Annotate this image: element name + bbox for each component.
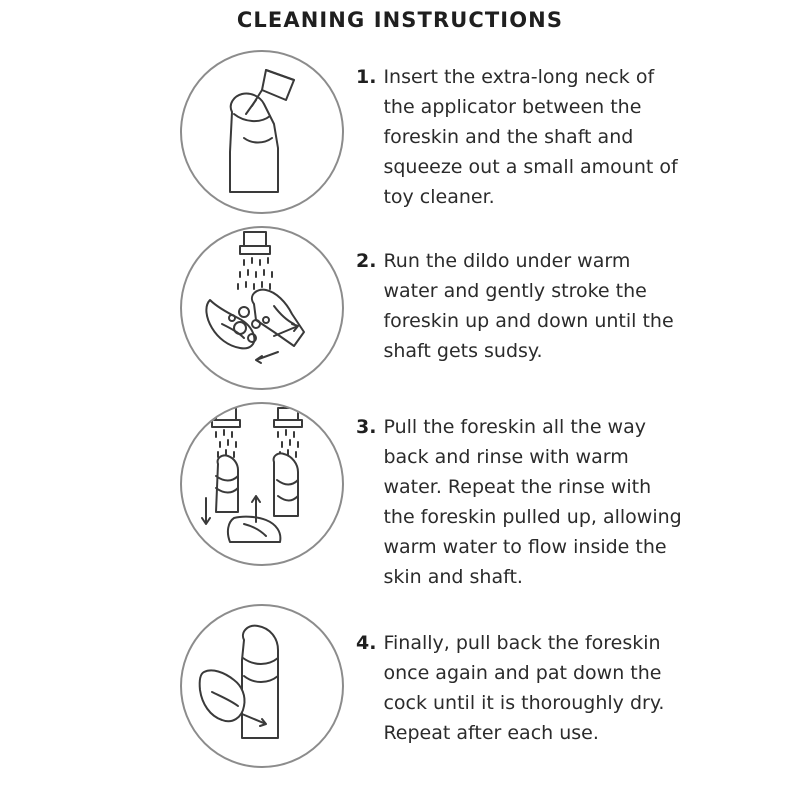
step-1-text: Insert the extra-long neck of the applicator between the foreskin and the shaft and squeeze out a small amount of toy cleaner. (383, 66, 678, 208)
step-2-illustration-wrap (0, 226, 352, 390)
step-4-illustration-wrap (0, 604, 352, 768)
pat-dry-icon (182, 606, 338, 762)
step-4-text: Finally, pull back the foreskin once again and pat down the cock until it is thoroughly dry. Repeat after each use. (383, 632, 665, 744)
step-3-illustration-circle (180, 402, 344, 566)
step-2-text-col (352, 226, 800, 366)
step-4-illustration-circle (180, 604, 344, 768)
step-1-illustration-circle (180, 50, 344, 214)
step-1-illustration-wrap (0, 50, 352, 214)
step-1-text-col (352, 50, 800, 212)
step-item (0, 50, 800, 214)
page-title: CLEANING INSTRUCTIONS (236, 8, 564, 32)
step-3-text: Pull the foreskin all the way back and rinse with warm water. Repeat the rinse with the foreskin pulled up, allowing warm water to flow inside the skin and shaft. (383, 416, 682, 588)
step-item (0, 226, 800, 390)
step-3-number: 3. (356, 416, 377, 438)
step-2-illustration-circle (180, 226, 344, 390)
step-3-text-col (352, 402, 800, 592)
step-2-text: Run the dildo under warm water and gently stroke the foreskin up and down until the shaft gets sudsy. (383, 250, 674, 362)
step-3-illustration-wrap (0, 402, 352, 566)
step-4-number: 4. (356, 632, 377, 654)
step-2-number: 2. (356, 250, 377, 272)
step-4-text-col (352, 604, 800, 748)
two-shower-heads-rinse-icon (182, 404, 338, 560)
shower-head-with-suds-icon (182, 228, 338, 384)
steps-list (0, 50, 800, 768)
applicator-tube-on-shaft-icon (182, 52, 338, 208)
step-1-number: 1. (356, 66, 377, 88)
step-item (0, 604, 800, 768)
step-item (0, 402, 800, 592)
